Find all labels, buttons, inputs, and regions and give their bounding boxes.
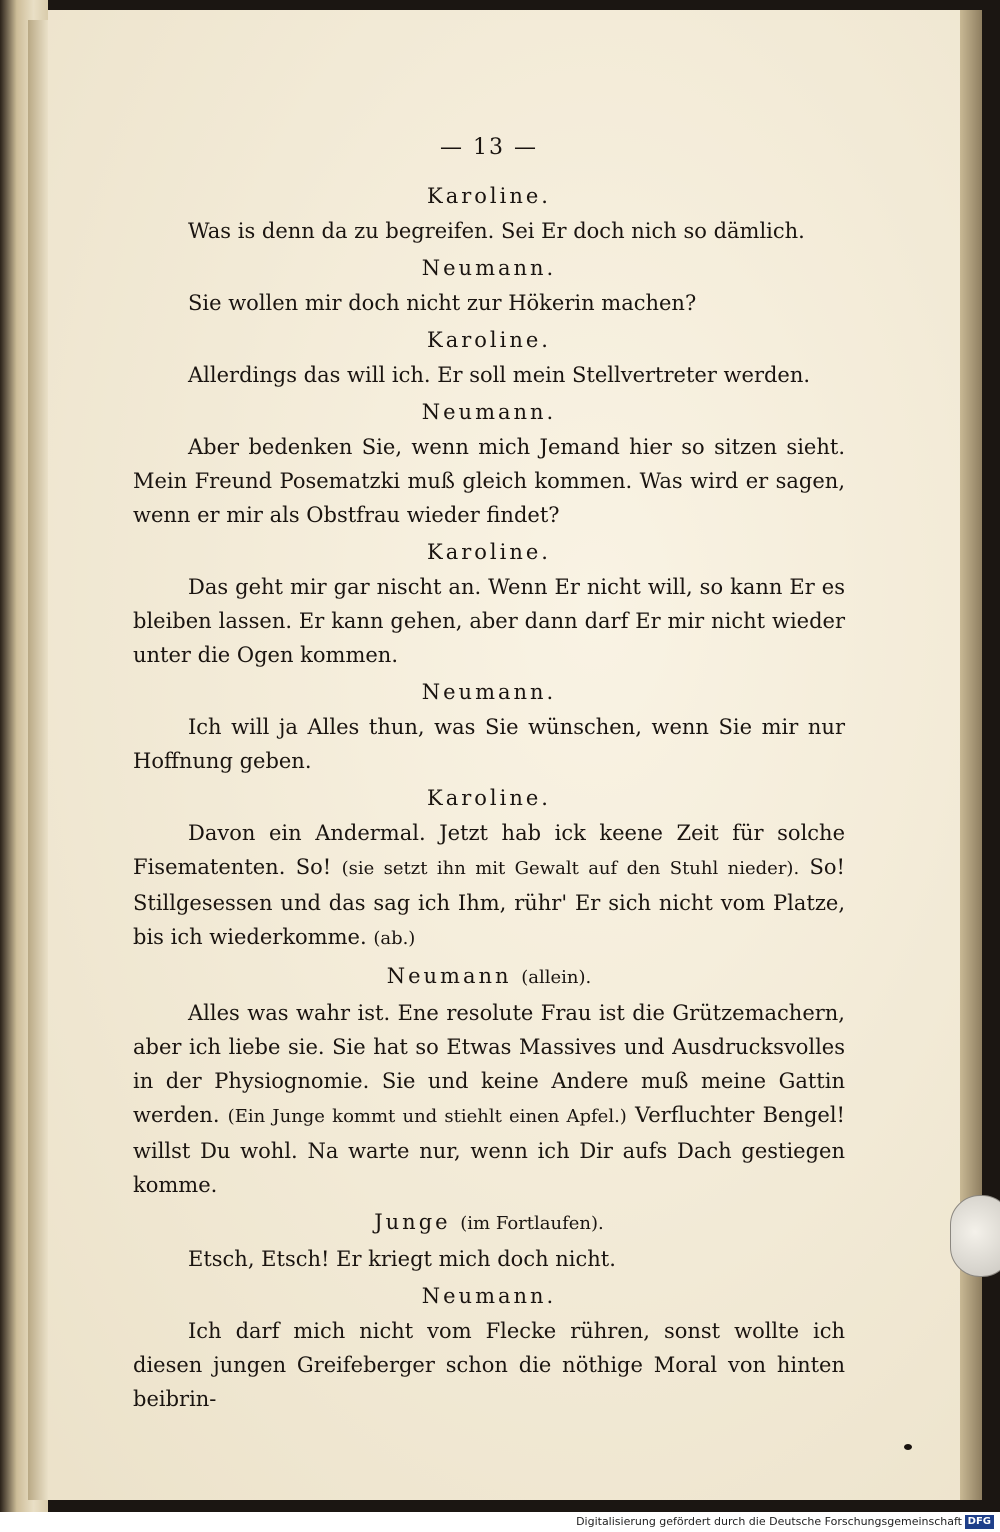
speaker-label: Neumann: [386, 964, 512, 988]
speaker-name: Karoline.: [427, 328, 551, 352]
speaker-name: Karoline.: [427, 184, 551, 208]
dialogue-text: So! Stillgesessen und das sag ich Ihm, rühr' Er sich nicht vom Platze, bis ich wiederkomme.: [133, 855, 845, 949]
dialogue-line: Ich darf mich nicht vom Flecke rühren, sonst wollte ich diesen jungen Greifeberger schon die nöthige Moral von hinten beibrin-: [133, 1319, 845, 1411]
speaker-name: Neumann.: [421, 400, 557, 424]
dialogue-line: Aber bedenken Sie, wenn mich Jemand hier so sitzen sieht. Mein Freund Posematzki muß gleich kommen. Was wird er sagen, wenn er mir als Obstfrau wieder findet?: [133, 435, 845, 527]
speaker-name: [133, 1206, 845, 1240]
dialogue-line: [133, 996, 845, 1202]
speaker-label: Junge: [374, 1210, 451, 1234]
dialogue-line: Sie wollen mir doch nicht zur Hökerin machen?: [188, 291, 697, 315]
speaker-name: Karoline.: [427, 540, 551, 564]
dfg-logo: DFG: [965, 1515, 994, 1529]
page-content: [133, 135, 845, 1416]
dialogue-line: Das geht mir gar nischt an. Wenn Er nicht will, so kann Er es bleiben lassen. Er kann gehen, aber dann darf Er mir nicht wieder unter die Ogen kommen.: [133, 575, 845, 667]
speaker-name: Neumann.: [421, 680, 557, 704]
stage-direction: (im Fortlaufen).: [460, 1213, 604, 1234]
speaker-name: Neumann.: [421, 256, 557, 280]
stage-direction: (allein).: [521, 967, 592, 988]
funding-credit: Digitalisierung gefördert durch die Deutsche Forschungsgemeinschaft: [576, 1515, 962, 1528]
speaker-name: [133, 960, 845, 994]
stage-direction: (ab.): [373, 928, 416, 949]
dialogue-line: Ich will ja Alles thun, was Sie wünschen, wenn Sie mir nur Hoffnung geben.: [133, 715, 845, 773]
page-tab-marker: [950, 1195, 1000, 1277]
page-number: — 13 —: [440, 135, 538, 160]
dialogue-line: Etsch, Etsch! Er kriegt mich doch nicht.: [188, 1247, 616, 1271]
stage-direction: (Ein Junge kommt und stiehlt einen Apfel.): [227, 1106, 627, 1127]
ink-dot: [904, 1444, 912, 1450]
dialogue-text: Verfluchter Bengel! willst Du wohl. Na warte nur, wenn ich Dir aufs Dach gestiegen komme.: [133, 1103, 845, 1197]
speaker-name: Neumann.: [421, 1284, 557, 1308]
dialogue-text: Alles was wahr ist. Ene resolute Frau ist die Grützemachern, aber ich liebe sie. Sie hat so Etwas Massives und Ausdrucksvolles in der Physiognomie. Sie und keine Andere muß meine Gattin werden.: [133, 1001, 845, 1127]
speaker-name: Karoline.: [427, 786, 551, 810]
dialogue-line: Allerdings das will ich. Er soll mein Stellvertreter werden.: [188, 363, 811, 387]
dialogue-line: [133, 816, 845, 956]
dialogue-text: Davon ein Andermal. Jetzt hab ick keene Zeit für solche Fisematenten. So!: [133, 821, 845, 879]
dialogue-line: Was is denn da zu begreifen. Sei Er doch nich so dämlich.: [188, 219, 805, 243]
stage-direction: (sie setzt ihn mit Gewalt auf den Stuhl nieder).: [341, 858, 800, 879]
digitization-footer: [0, 1512, 1000, 1532]
